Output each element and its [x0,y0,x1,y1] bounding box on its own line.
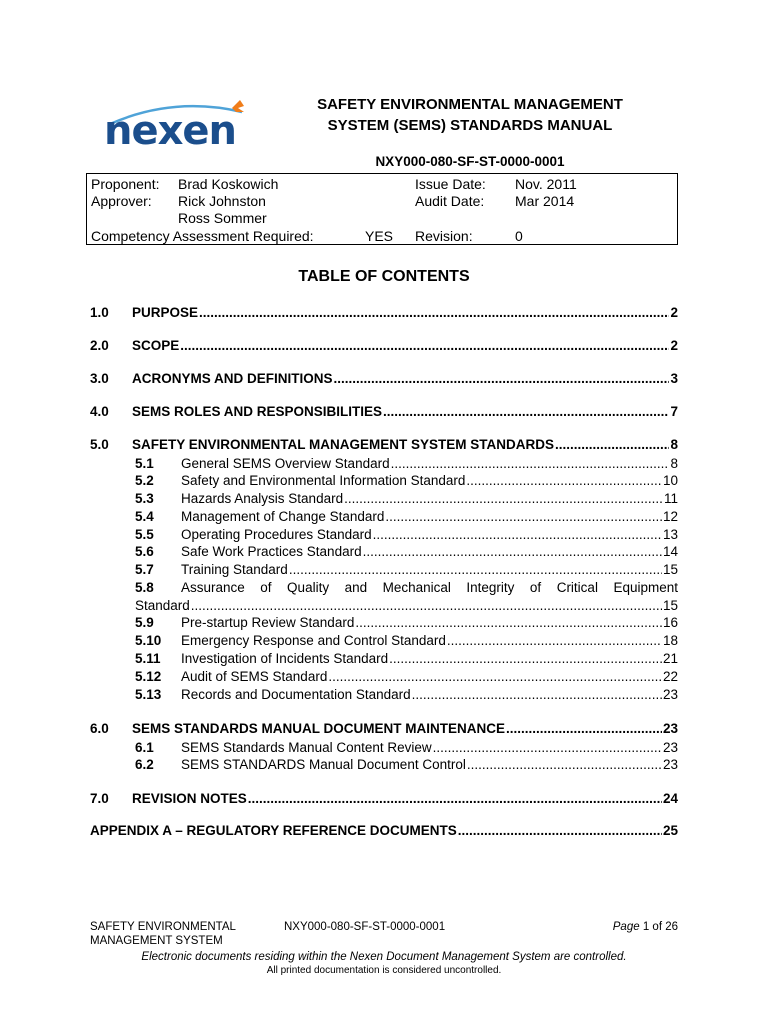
toc-subentry[interactable] [135,739,678,756]
toc-entry-number: 5.9 [135,615,154,630]
toc-entry-page: 3 [670,371,678,386]
toc-entry-title: SCOPE [132,338,180,353]
footer-system-name [90,920,270,948]
footer-line-1: SAFETY ENVIRONMENTAL [90,921,236,933]
toc-entry-title: Training Standard [181,562,288,577]
toc-entry-page: 2 [670,305,678,320]
toc-entry-page: 23 [662,687,678,702]
toc-subentry[interactable] [135,543,678,560]
approver-label: Approver: [91,193,152,209]
toc-leader [363,543,662,560]
toc-subentry-continuation[interactable] [135,597,678,614]
title-line-1: SAFETY ENVIRONMENTAL MANAGEMENT [317,96,623,113]
toc-entry-number: 5.1 [135,456,154,471]
toc-entry-number: 6.0 [90,721,109,736]
footer-line-2: MANAGEMENT SYSTEM [90,935,223,947]
document-title [270,94,670,136]
toc-entry[interactable] [90,436,678,453]
toc-entry-number: 5.5 [135,527,154,542]
toc-entry-title: Standard [135,598,190,613]
toc-entry-title: Investigation of Incidents Standard [181,651,389,666]
toc-entry-number: 5.3 [135,491,154,506]
toc-entry-number: 5.12 [135,669,162,684]
toc-leader [555,436,669,453]
toc-leader [391,455,670,472]
toc-entry-title: SAFETY ENVIRONMENTAL MANAGEMENT SYSTEM STANDARDS [132,437,555,452]
toc-entry-page: 15 [662,562,678,577]
toc-entry-title: Safety and Environmental Information Standard [181,473,466,488]
toc-leader [334,370,670,387]
toc-entry-page: 18 [662,633,678,648]
toc-leader [289,561,662,578]
toc-entry[interactable] [90,337,678,354]
toc-leader [355,614,662,631]
toc-entry-title: Pre-startup Review Standard [181,615,355,630]
toc-entry-page: 13 [662,527,678,542]
toc-entry-page: 8 [670,437,678,452]
toc-entry-page: 21 [662,651,678,666]
toc-entry-number: 6.1 [135,740,154,755]
toc-leader [412,686,662,703]
document-number: NXY000-080-SF-ST-0000-0001 [375,154,565,169]
toc-entry-number: 5.2 [135,473,154,488]
toc-leader [180,337,669,354]
toc-leader [506,720,662,737]
toc-entry-page: 8 [670,456,678,471]
toc-leader [385,508,662,525]
toc-entry-title: Hazards Analysis Standard [181,491,344,506]
toc-entry-number: 5.4 [135,509,154,524]
toc-entry-number: 3.0 [90,371,109,386]
toc-entry-number: 7.0 [90,791,109,806]
issue-date-value: Nov. 2011 [515,176,577,192]
approver-value-1: Rick Johnston [178,193,266,209]
footer-doc-number: NXY000-080-SF-ST-0000-0001 [284,921,446,933]
audit-date-value: Mar 2014 [515,193,575,209]
toc-leader [458,822,662,839]
toc-subentry[interactable] [135,455,678,472]
toc-entry-number: 2.0 [90,338,109,353]
toc-entry-appendix[interactable] [90,822,678,839]
toc-entry-title: General SEMS Overview Standard [181,456,390,471]
proponent-label: Proponent: [91,176,160,192]
toc-entry-number: 5.7 [135,562,154,577]
toc-entry-title: APPENDIX A – REGULATORY REFERENCE DOCUMENTS [90,823,457,838]
toc-entry-title: Audit of SEMS Standard [181,669,328,684]
toc-entry-title: SEMS STANDARDS Manual Document Control [181,757,466,772]
toc-leader [328,668,662,685]
toc-entry[interactable] [90,790,678,807]
toc-entry-number: 4.0 [90,404,109,419]
footer-page-count: 1 of 26 [642,921,678,933]
title-line-2: SYSTEM (SEMS) STANDARDS MANUAL [327,117,613,134]
toc-entry-title: Safe Work Practices Standard [181,544,362,559]
toc-leader [467,756,662,773]
toc-entry-page: 15 [662,598,678,613]
toc-leader [199,304,669,321]
toc-entry-title: Records and Documentation Standard [181,687,411,702]
toc-entry-page: 10 [662,473,678,488]
toc-entry-number: 5.13 [135,687,162,702]
toc-entry-title: Management of Change Standard [181,509,385,524]
toc-entry-page: 22 [662,669,678,684]
footer-uncontrolled-note: All printed documentation is considered uncontrolled. [266,965,502,976]
toc-entry-number: 1.0 [90,305,109,320]
toc-entry-title: REVISION NOTES [132,791,247,806]
footer-page-number [613,920,678,934]
document-info-box [86,173,678,245]
footer-page-word: Page [612,921,640,933]
toc-entry[interactable] [90,304,678,321]
toc-entry-page: 23 [662,740,678,755]
toc-entry-page: 7 [670,404,678,419]
toc-subentry[interactable] [135,490,678,507]
toc-subentry[interactable] [135,632,678,649]
toc-entry-page: 24 [662,791,678,806]
toc-entry-page: 16 [662,615,678,630]
toc-leader [373,526,662,543]
toc-subentry[interactable] [135,686,678,703]
toc-leader [191,597,662,614]
toc-leader [389,650,662,667]
toc-entry-page: 23 [662,721,678,736]
toc-subentry[interactable] [135,650,678,667]
footer-control-note: Electronic documents residing within the Nexen Document Management System are controlled. [141,951,627,963]
toc-leader [344,490,663,507]
revision-value: 0 [515,228,523,244]
toc-entry-page: 25 [662,823,678,838]
toc-leader [447,632,662,649]
toc-entry-page: 11 [663,491,678,506]
toc-leader [466,472,662,489]
toc-subentry[interactable] [135,561,678,578]
competency-label: Competency Assessment Required: [91,228,314,244]
issue-date-label: Issue Date: [415,176,486,192]
toc-entry-number: 5.8 [135,580,154,595]
toc-entry-number: 5.6 [135,544,154,559]
toc-entry-title: Emergency Response and Control Standard [181,633,446,648]
toc-subentry[interactable] [135,579,678,596]
toc-subentry[interactable] [135,614,678,631]
toc-leader [433,739,662,756]
toc-subentry[interactable] [135,756,678,773]
revision-label: Revision: [415,228,473,244]
audit-date-label: Audit Date: [415,193,485,209]
nexen-logo [104,98,254,154]
toc-subentry[interactable] [135,472,678,489]
logo-text: nexen [104,108,237,154]
toc-entry-page: 23 [662,757,678,772]
toc-entry-number: 5.0 [90,437,109,452]
competency-value: YES [365,228,394,244]
toc-title: TABLE OF CONTENTS [298,268,470,285]
toc-entry-title: PURPOSE [132,305,199,320]
approver-value-2: Ross Sommer [178,210,267,226]
toc-entry[interactable] [90,403,678,420]
toc-subentry[interactable] [135,508,678,525]
toc-entry-number: 6.2 [135,757,154,772]
toc-entry[interactable] [90,720,678,737]
toc-entry-page: 14 [662,544,678,559]
toc-leader [383,403,669,420]
toc-entry-title: Operating Procedures Standard [181,527,372,542]
toc-entry[interactable] [90,370,678,387]
toc-subentry[interactable] [135,526,678,543]
toc-entry-title: SEMS STANDARDS MANUAL DOCUMENT MAINTENANCE [132,721,505,736]
toc-entry-title: SEMS ROLES AND RESPONSIBILITIES [132,404,383,419]
toc-entry-page: 2 [670,338,678,353]
toc-entry-number: 5.10 [135,633,162,648]
toc-entry-title: Assurance of Quality and Mechanical Integrity of Critical Equipment [181,580,678,595]
proponent-value: Brad Koskowich [178,176,279,192]
toc-subentry[interactable] [135,668,678,685]
toc-entry-page: 12 [662,509,678,524]
toc-entry-title: ACRONYMS AND DEFINITIONS [132,371,333,386]
toc-entry-title: SEMS Standards Manual Content Review [181,740,432,755]
toc-entry-number: 5.11 [135,651,161,666]
toc-leader [248,790,662,807]
